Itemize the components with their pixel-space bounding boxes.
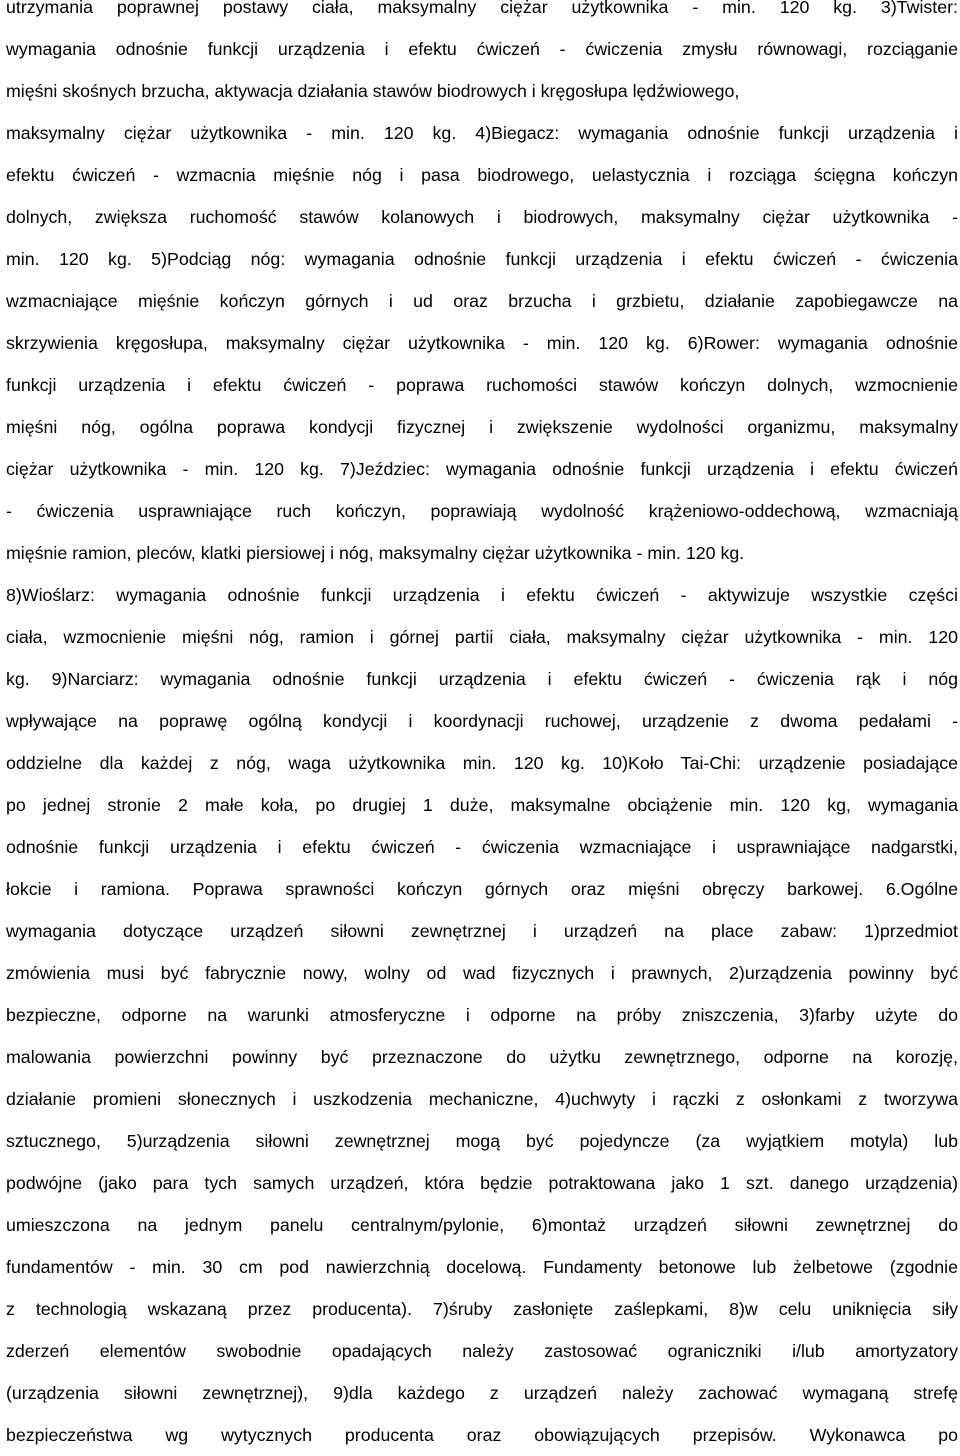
text-line: ciężar użytkownika - min. 120 kg. 7)Jeździec: wymagania odnośnie funkcji urządzenia i efektu ćwiczeń bbox=[6, 459, 958, 479]
text-line: malowania powierzchni powinny być przeznaczone do użytku zewnętrznego, odporne na korozję, bbox=[6, 1047, 958, 1067]
text-line: umieszczona na jednym panelu centralnym/pylonie, 6)montaż urządzeń siłowni zewnętrznej do bbox=[6, 1215, 958, 1235]
text-line: efektu ćwiczeń - wzmacnia mięśnie nóg i pasa biodrowego, uelastycznia i rozciąga ścięgna kończyn bbox=[6, 165, 958, 185]
text-line: łokcie i ramiona. Poprawa sprawności kończyn górnych oraz mięśni obręczy barkowej. 6.Ogólne bbox=[6, 879, 958, 899]
text-line: bezpieczeństwa wg wytycznych producenta oraz obowiązujących przepisów. Wykonawca po bbox=[6, 1425, 958, 1445]
text-line: ciała, wzmocnienie mięśni nóg, ramion i górnej partii ciała, maksymalny ciężar użytkownika - min. 120 bbox=[6, 627, 958, 647]
text-line: - ćwiczenia usprawniające ruch kończyn, poprawiają wydolność krążeniowo-oddechową, wzmacniają bbox=[6, 501, 958, 521]
text-line: zmówienia musi być fabrycznie nowy, wolny od wad fizycznych i prawnych, 2)urządzenia powinny być bbox=[6, 963, 958, 983]
text-line: mięśni skośnych brzucha, aktywacja działania stawów biodrowych i kręgosłupa lędźwiowego, bbox=[6, 81, 740, 101]
text-line: bezpieczne, odporne na warunki atmosferyczne i odporne na próby zniszczenia, 3)farby użyte do bbox=[6, 1005, 958, 1025]
text-line: min. 120 kg. 5)Podciąg nóg: wymagania odnośnie funkcji urządzenia i efektu ćwiczeń - ćwiczenia bbox=[6, 249, 958, 269]
text-line: działanie promieni słonecznych i uszkodzenia mechaniczne, 4)uchwyty i rączki z osłonkami z tworzywa bbox=[6, 1089, 958, 1109]
text-line: zderzeń elementów swobodnie opadających należy zastosować ograniczniki i/lub amortyzatory bbox=[6, 1341, 958, 1361]
text-line: maksymalny ciężar użytkownika - min. 120 kg. 4)Biegacz: wymagania odnośnie funkcji urządzenia i bbox=[6, 123, 958, 143]
text-line: odnośnie funkcji urządzenia i efektu ćwiczeń - ćwiczenia wzmacniające i usprawniające nadgarstki, bbox=[6, 837, 958, 857]
text-line: mięśnie ramion, pleców, klatki piersiowej i nóg, maksymalny ciężar użytkownika - min. 120 kg. bbox=[6, 543, 745, 563]
text-line: wpływające na poprawę ogólną kondycji i koordynacji ruchowej, urządzenie z dwoma pedałami - bbox=[6, 711, 958, 731]
text-line: skrzywienia kręgosłupa, maksymalny ciężar użytkownika - min. 120 kg. 6)Rower: wymagania odnośnie bbox=[6, 333, 958, 353]
text-line: (urządzenia siłowni zewnętrznej), 9)dla każdego z urządzeń należy zachować wymaganą strefę bbox=[6, 1383, 958, 1403]
text-line: po jednej stronie 2 małe koła, po drugiej 1 duże, maksymalne obciążenie min. 120 kg, wymagania bbox=[6, 795, 958, 815]
text-line: kg. 9)Narciarz: wymagania odnośnie funkcji urządzenia i efektu ćwiczeń - ćwiczenia rąk i nóg bbox=[6, 669, 958, 689]
text-line: utrzymania poprawnej postawy ciała, maksymalny ciężar użytkownika - min. 120 kg. 3)Twister: bbox=[6, 0, 958, 17]
text-line: mięśni nóg, ogólna poprawa kondycji fizycznej i zwiększenie wydolności organizmu, maksymalny bbox=[6, 417, 958, 437]
text-line: funkcji urządzenia i efektu ćwiczeń - poprawa ruchomości stawów kończyn dolnych, wzmocnienie bbox=[6, 375, 958, 395]
text-line: z technologią wskazaną przez producenta). 7)śruby zasłonięte zaślepkami, 8)w celu uniknięcia siły bbox=[6, 1299, 958, 1319]
text-line: oddzielne dla każdej z nóg, waga użytkownika min. 120 kg. 10)Koło Tai-Chi: urządzenie posiadające bbox=[6, 753, 958, 773]
text-line: 8)Wioślarz: wymagania odnośnie funkcji urządzenia i efektu ćwiczeń - aktywizuje wszystkie części bbox=[6, 585, 958, 605]
text-line: wymagania odnośnie funkcji urządzenia i efektu ćwiczeń - ćwiczenia zmysłu równowagi, rozciąganie bbox=[6, 39, 958, 59]
text-line: podwójne (jako para tych samych urządzeń, która będzie potraktowana jako 1 szt. danego urządzenia) bbox=[6, 1173, 958, 1193]
text-line: fundamentów - min. 30 cm pod nawierzchnią docelową. Fundamenty betonowe lub żelbetowe (zgodnie bbox=[6, 1257, 958, 1277]
text-line: dolnych, zwiększa ruchomość stawów kolanowych i biodrowych, maksymalny ciężar użytkownika - bbox=[6, 207, 958, 227]
text-line: wymagania dotyczące urządzeń siłowni zewnętrznej i urządzeń na place zabaw: 1)przedmiot bbox=[6, 921, 958, 941]
text-line: wzmacniające mięśnie kończyn górnych i ud oraz brzucha i grzbietu, działanie zapobiegawcze na bbox=[6, 291, 958, 311]
text-line: sztucznego, 5)urządzenia siłowni zewnętrznej mogą być pojedyncze (za wyjątkiem motyla) lub bbox=[6, 1131, 958, 1151]
